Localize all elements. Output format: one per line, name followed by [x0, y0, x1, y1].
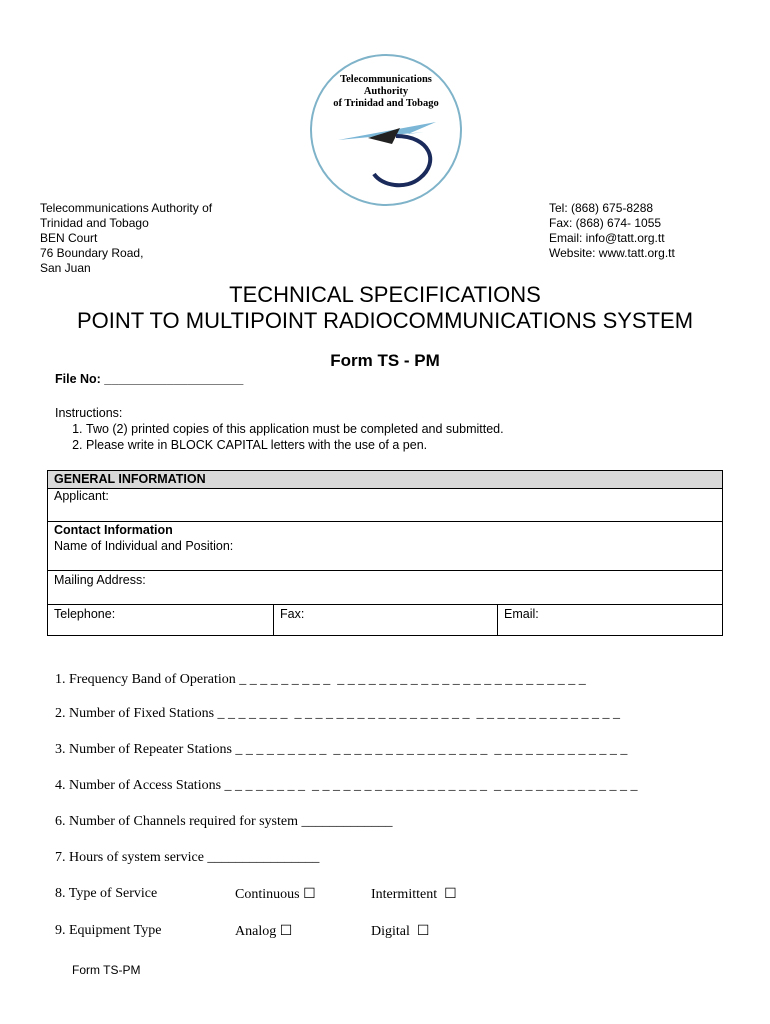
name-position-field[interactable]: Name of Individual and Position: — [54, 539, 234, 553]
instruction-item: 2. Please write in BLOCK CAPITAL letters with the use of a pen. — [86, 437, 504, 453]
channels-field[interactable]: 6. Number of Channels required for system _____________ — [55, 814, 393, 829]
address-line: BEN Court — [40, 231, 98, 245]
divider — [497, 604, 498, 635]
analog-checkbox[interactable]: Analog ☐ — [235, 924, 293, 939]
email-field[interactable]: Email: — [504, 607, 539, 621]
logo-line-1: Telecommunications — [340, 74, 432, 85]
fixed-stations-field[interactable]: 2. Number of Fixed Stations _ _ _ _ _ _ _ _ _ _ _ _ _ _ _ _ _ _ _ _ _ _ _ _ _ _ _ _ _ _ _ _ _ _ _ _ _ _ — [55, 706, 621, 721]
general-information-table — [47, 470, 723, 636]
type-of-service-label: 8. Type of Service — [55, 886, 158, 901]
divider — [48, 521, 722, 522]
address-line: San Juan — [40, 261, 91, 275]
access-stations-field[interactable]: 4. Number of Access Stations _ _ _ _ _ _ _ _ _ _ _ _ _ _ _ _ _ _ _ _ _ _ _ _ _ _ _ _ _ _ _ _ _ _ _ _ _ _ _ — [55, 778, 638, 793]
repeater-stations-field[interactable]: 3. Number of Repeater Stations _ _ _ _ _ _ _ _ _ _ _ _ _ _ _ _ _ _ _ _ _ _ _ _ _ _ _ _ _ _ _ _ _ _ _ _ _ — [55, 742, 628, 757]
instructions-heading: Instructions: — [55, 406, 123, 420]
divider — [273, 604, 274, 635]
document-title-line-2: POINT TO MULTIPOINT RADIOCOMMUNICATIONS SYSTEM — [76, 308, 694, 333]
contact-website: Website: www.tatt.org.tt — [549, 246, 675, 260]
contact-tel: Tel: (868) 675-8288 — [549, 201, 654, 215]
fax-field[interactable]: Fax: — [280, 607, 305, 621]
form-name: Form TS - PM — [330, 351, 440, 370]
logo-line-2: Authority — [363, 86, 409, 97]
address-line: Telecommunications Authority of — [40, 201, 213, 215]
instructions — [55, 405, 504, 453]
tatt-logo — [308, 52, 464, 208]
intermittent-checkbox[interactable]: Intermittent ☐ — [371, 887, 457, 902]
hours-of-service-field[interactable]: 7. Hours of system service ________________ — [55, 850, 320, 865]
contact-email: Email: info@tatt.org.tt — [549, 231, 665, 245]
applicant-field[interactable]: Applicant: — [54, 489, 109, 503]
address-line: 76 Boundary Road, — [40, 246, 144, 260]
digital-checkbox[interactable]: Digital ☐ — [371, 924, 430, 939]
address-line: Trinidad and Tobago — [40, 216, 149, 230]
continuous-checkbox[interactable]: Continuous ☐ — [235, 887, 316, 902]
document-title-line-1: TECHNICAL SPECIFICATIONS — [229, 282, 541, 307]
address-block — [40, 201, 212, 276]
divider — [48, 604, 722, 605]
divider — [48, 570, 722, 571]
frequency-band-field[interactable]: 1. Frequency Band of Operation _ _ _ _ _ _ _ _ _ _ _ _ _ _ _ _ _ _ _ _ _ _ _ _ _ _ _ _ _ _ _ _ _ — [55, 672, 586, 687]
logo-line-3: of Trinidad and Tobago — [333, 98, 439, 109]
contact-block — [549, 201, 675, 261]
contact-fax: Fax: (868) 674- 1055 — [549, 216, 662, 230]
instruction-item: 1. Two (2) printed copies of this application must be completed and submitted. — [86, 421, 504, 437]
mailing-address-field[interactable]: Mailing Address: — [54, 573, 146, 587]
equipment-type-label: 9. Equipment Type — [55, 923, 162, 938]
telephone-field[interactable]: Telephone: — [54, 607, 116, 621]
file-number-field[interactable]: File No: ____________________ — [55, 372, 244, 386]
general-information-heading: GENERAL INFORMATION — [54, 472, 206, 486]
page-footer: Form TS-PM — [72, 963, 141, 977]
contact-information-heading: Contact Information — [54, 523, 173, 537]
